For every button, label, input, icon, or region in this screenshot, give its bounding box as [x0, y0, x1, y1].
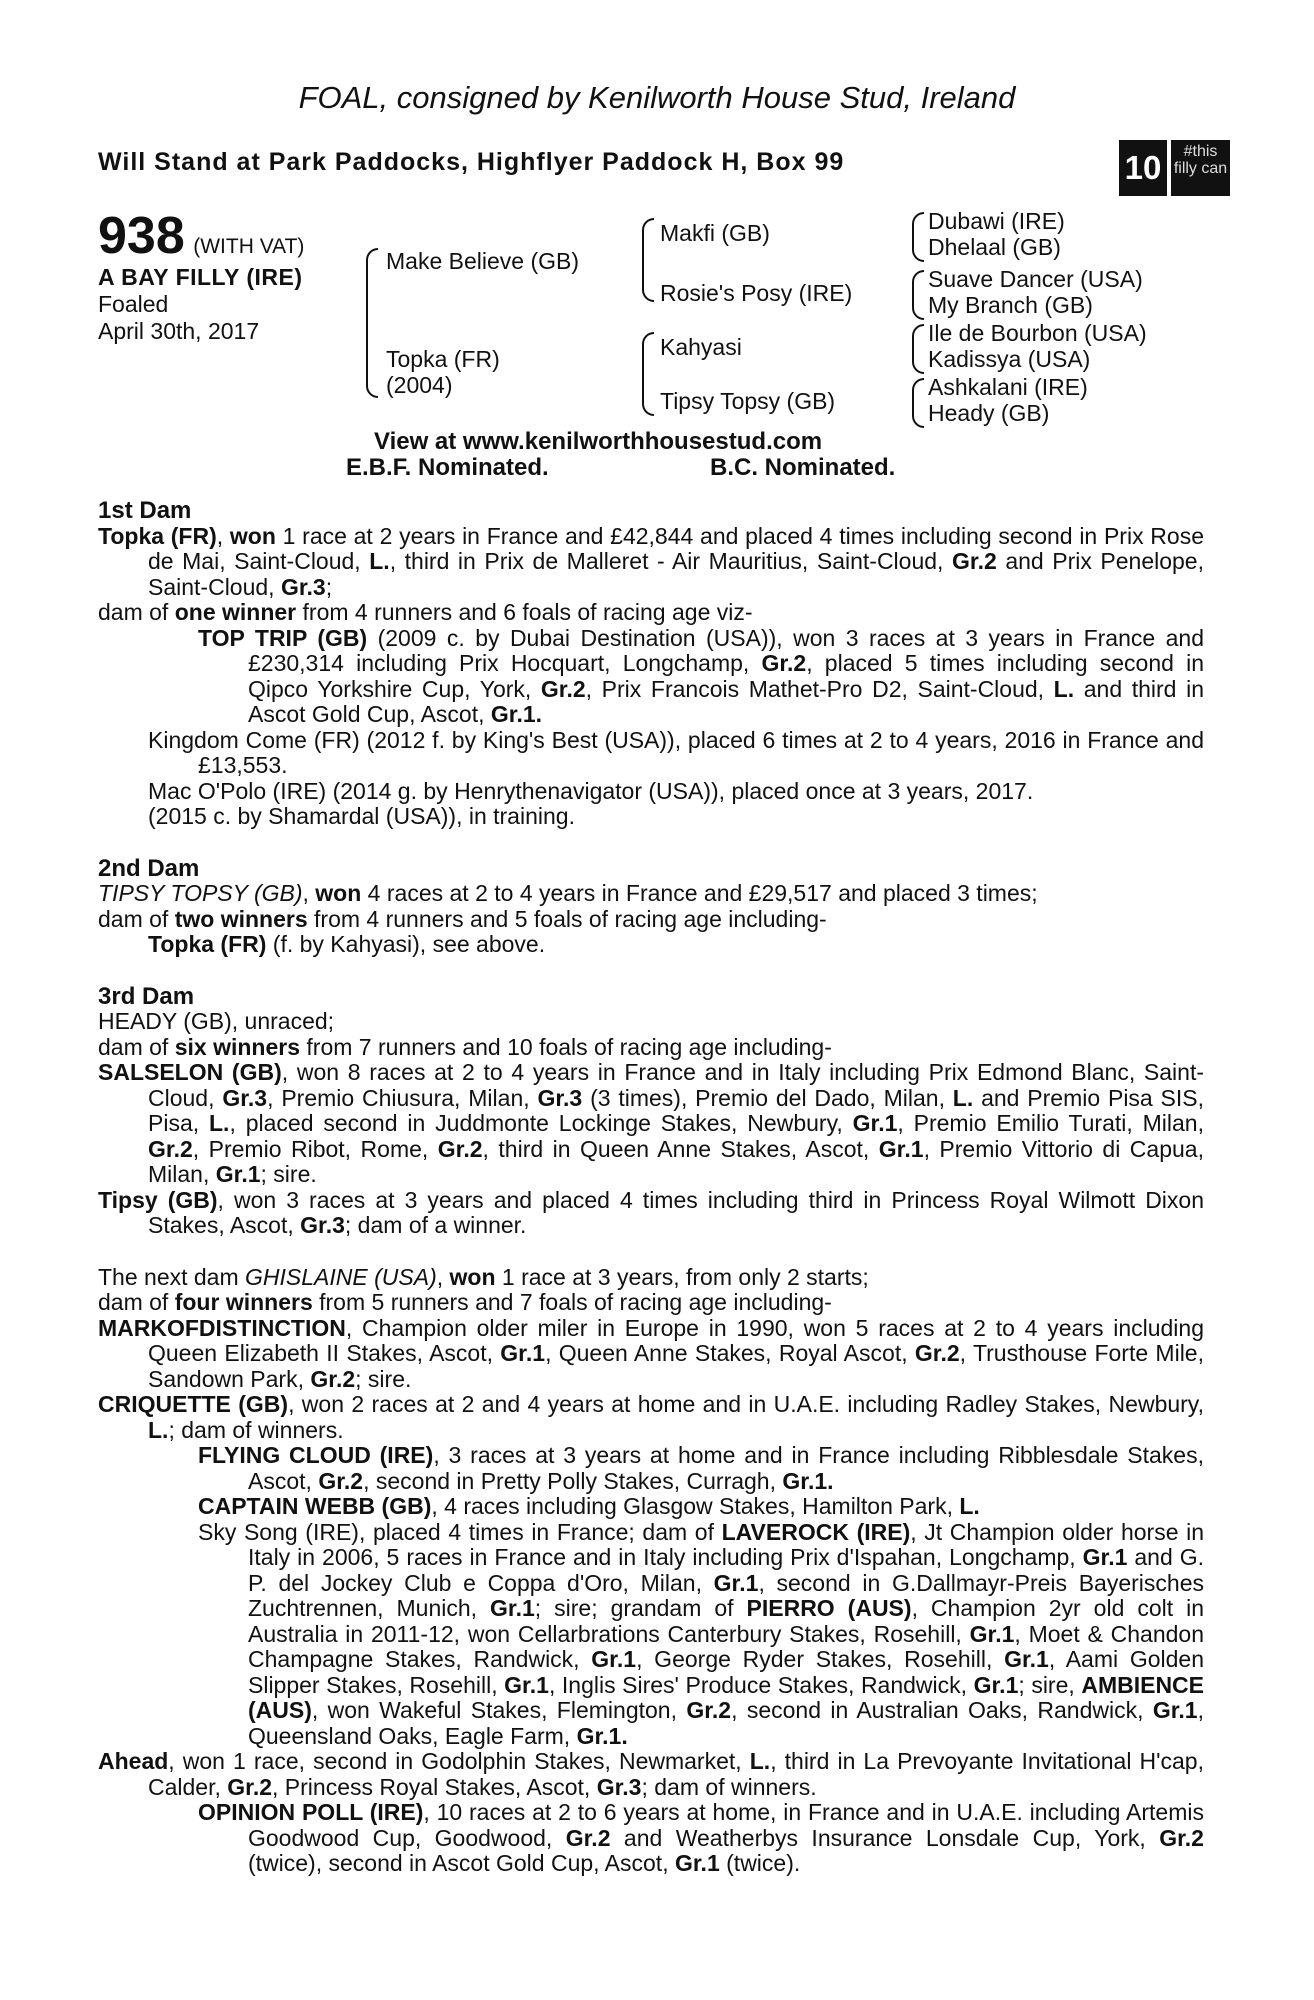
- dam1-produce-1: TOP TRIP (GB) (2009 c. by Dubai Destination (USA)), won 3 races at 3 years in France and £230,314 including Prix Hocquart, Longchamp, Gr.2, placed 5 times including second in Qipco Yorkshire Cup, York, Gr.2, Prix Francois Mathet-Pro D2, Saint-Cloud, L. and third in Ascot Gold Cup, Ascot, Gr.1.: [198, 624, 1204, 727]
- dam3-summary: dam of six winners from 7 runners and 10 foals of racing age including-: [98, 1033, 832, 1060]
- dam2-produce-1: Topka (FR) (f. by Kahyasi), see above.: [148, 931, 546, 957]
- foaled-date: April 30th, 2017: [98, 318, 260, 344]
- dam3-produce-1: SALSELON (GB), won 8 races at 2 to 4 years in France and in Italy including Prix Edmond Blanc, Saint-Cloud, Gr.3, Premio Chiusura, Milan, Gr.3 (3 times), Premio del Dado, Milan, L. and Premio Pisa SIS, Pisa, L., placed second in Juddmonte Lockinge Stakes, Newbury, Gr.1, Premio Emilio Turati, Milan, Gr.2, Premio Ribot, Rome, Gr.2, third in Queen Anne Stakes, Ascot, Gr.1, Premio Vittorio di Capua, Milan, Gr.1; sire.: [98, 1059, 1205, 1187]
- pedigree-dsd: Kadissya (USA): [928, 346, 1091, 372]
- dam1-produce-3: Mac O'Polo (IRE) (2014 g. by Henrythenavigator (USA)), placed once at 3 years, 2017.: [148, 777, 1034, 804]
- ebf-nominated: E.B.F. Nominated.: [346, 454, 549, 481]
- brace-gen1: [366, 248, 378, 398]
- pedigree-sdd: My Branch (GB): [928, 292, 1093, 318]
- pedigree-dd: Tipsy Topsy (GB): [660, 388, 836, 414]
- pedigree-sds: Suave Dancer (USA): [928, 266, 1143, 292]
- horse-details: [98, 264, 302, 345]
- dam2-heading: 2nd Dam: [98, 854, 200, 882]
- pedigree-sire: Make Believe (GB): [386, 248, 580, 274]
- pedigree-ds: Kahyasi: [660, 334, 742, 360]
- dam2-record: TIPSY TOPSY (GB), won 4 races at 2 to 4 years in France and £29,517 and placed 3 times;: [98, 880, 1038, 906]
- brace-dam: [642, 332, 654, 416]
- dam1-heading: 1st Dam: [98, 497, 192, 524]
- foaled-label: Foaled: [98, 291, 169, 317]
- catalogue-text: [98, 498, 1204, 1877]
- pedigree-ss: Makfi (GB): [660, 220, 770, 246]
- pedigree-dam: Topka (FR): [386, 346, 500, 372]
- page-title: FOAL, consigned by Kenilworth House Stud, Ireland: [298, 80, 1016, 115]
- pedigree-ssd: Dhelaal (GB): [928, 234, 1061, 260]
- pedigree-dam-year: (2004): [386, 372, 453, 398]
- badge-text: #this filly can: [1171, 140, 1230, 196]
- pedigree-dss: Ile de Bourbon (USA): [928, 320, 1147, 346]
- nextdam-produce-ahead: Ahead, won 1 race, second in Godolphin Stakes, Newmarket, L., third in La Prevoyante Invitational H'cap, Calder, Gr.2, Princess Royal Stakes, Ascot, Gr.3; dam of winners.: [98, 1748, 1204, 1800]
- bc-nominated: B.C. Nominated.: [710, 454, 896, 481]
- nextdam-summary: dam of four winners from 5 runners and 7 foals of racing age including-: [98, 1289, 832, 1315]
- brace-sd: [912, 270, 924, 320]
- pedigree-ddd: Heady (GB): [928, 400, 1050, 426]
- dam1-produce-4: (2015 c. by Shamardal (USA)), in training.: [148, 803, 575, 829]
- pedigree-sd: Rosie's Posy (IRE): [660, 280, 853, 306]
- this-filly-can-badge: [1119, 140, 1230, 196]
- dam3-heading: 3rd Dam: [98, 982, 195, 1010]
- view-website: View at www.kenilworthhousestud.com: [374, 428, 823, 455]
- nextdam-record: The next dam GHISLAINE (USA), won 1 race at 3 years, from only 2 starts;: [98, 1263, 869, 1290]
- nextdam-produce-captain-webb: CAPTAIN WEBB (GB), 4 races including Glasgow Stakes, Hamilton Park, L.: [198, 1493, 980, 1519]
- brace-dd: [912, 378, 924, 428]
- lot-heading: [98, 207, 305, 265]
- brace-sire: [642, 218, 654, 302]
- stand-location: Will Stand at Park Paddocks, Highflyer Paddock H, Box 99: [98, 148, 845, 176]
- dam1-produce-2: Kingdom Come (FR) (2012 f. by King's Best (USA)), placed 6 times at 2 to 4 years, 2016 in France and £13,553.: [148, 726, 1204, 778]
- dam1-record: Topka (FR), won 1 race at 2 years in France and £42,844 and placed 4 times including second in Prix Rose de Mai, Saint-Cloud, L., third in Prix de Malleret - Air Mauritius, Saint-Cloud, Gr.2 and Prix Penelope, Saint-Cloud, Gr.3;: [98, 522, 1204, 600]
- nextdam-produce-sky-song: Sky Song (IRE), placed 4 times in France; dam of LAVEROCK (IRE), Jt Champion older horse in Italy in 2006, 5 races in France and in Italy including Prix d'Ispahan, Longchamp, Gr.1 and G. P. del Jockey Club e Coppa d'Oro, Milan, Gr.1, second in G.Dallmayr-Preis Bayerisches Zuchtrennen, Munich, Gr.1; sire; grandam of PIERRO (AUS), Champion 2yr old colt in Australia in 2011-12, won Cellarbrations Canterbury Stakes, Rosehill, Gr.1, Moet & Chandon Champagne Stakes, Randwick, Gr.1, George Ryder Stakes, Rosehill, Gr.1, Aami Golden Slipper Stakes, Rosehill, Gr.1, Inglis Sires' Produce Stakes, Randwick, Gr.1; sire, AMBIENCE (AUS), won Wakeful Stakes, Flemington, Gr.2, second in Australian Oaks, Randwick, Gr.1, Queensland Oaks, Eagle Farm, Gr.1.: [198, 1518, 1205, 1749]
- brace-ds: [912, 324, 924, 374]
- horse-name: A BAY FILLY (IRE): [98, 264, 303, 290]
- dam3-produce-2: Tipsy (GB), won 3 races at 3 years and placed 4 times including third in Princess Royal Wilmott Dixon Stakes, Ascot, Gr.3; dam of a winner.: [98, 1186, 1204, 1238]
- lot-vat: (WITH VAT): [193, 235, 305, 258]
- dam2-summary: dam of two winners from 4 runners and 5 foals of racing age including-: [98, 905, 827, 932]
- badge-number: 10: [1119, 140, 1167, 196]
- pedigree-dds: Ashkalani (IRE): [928, 374, 1088, 400]
- nextdam-produce-markofdistinction: MARKOFDISTINCTION, Champion older miler in Europe in 1990, won 5 races at 2 to 4 years including Queen Elizabeth II Stakes, Ascot, Gr.1, Queen Anne Stakes, Royal Ascot, Gr.2, Trusthouse Forte Mile, Sandown Park, Gr.2; sire.: [98, 1314, 1204, 1392]
- nextdam-produce-criquette: CRIQUETTE (GB), won 2 races at 2 and 4 years at home and in U.A.E. including Radley Stakes, Newbury, L.; dam of winners.: [98, 1391, 1204, 1443]
- nextdam-produce-opinion-poll: OPINION POLL (IRE), 10 races at 2 to 6 years at home, in France and in U.A.E. including Artemis Goodwood Cup, Goodwood, Gr.2 and Weatherbys Insurance Lonsdale Cup, York, Gr.2 (twice), second in Ascot Gold Cup, Ascot, Gr.1 (twice).: [198, 1799, 1204, 1876]
- brace-ss: [912, 212, 924, 262]
- dam3-record: HEADY (GB), unraced;: [98, 1008, 335, 1034]
- lot-number: 938: [98, 207, 185, 265]
- pedigree-sss: Dubawi (IRE): [928, 208, 1065, 234]
- dam1-summary: dam of one winner from 4 runners and 6 foals of racing age viz-: [98, 599, 753, 625]
- nextdam-produce-flying-cloud: FLYING CLOUD (IRE), 3 races at 3 years at home and in France including Ribblesdale Stakes, Ascot, Gr.2, second in Pretty Polly Stakes, Curragh, Gr.1.: [198, 1442, 1204, 1494]
